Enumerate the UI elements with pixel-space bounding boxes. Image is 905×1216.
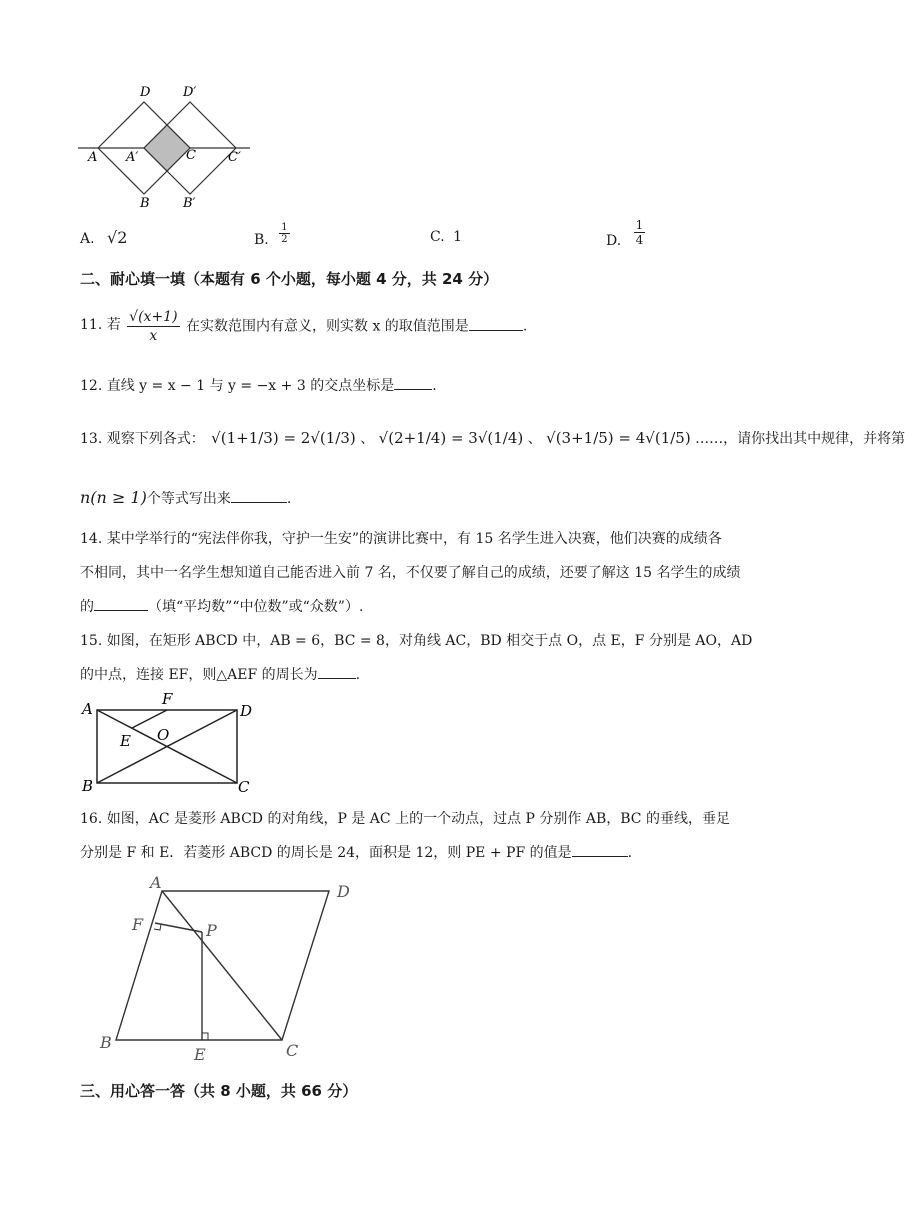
right-angle-f [154,924,161,930]
option-d-den: 4 [635,233,644,247]
label-O: O [157,726,170,744]
q16-text: 分别是 F 和 E．若菱形 ABCD 的周长是 24，面积是 12，则 PE + PF 的值是 [80,845,572,861]
right-angle-e [202,1033,208,1040]
option-d [606,218,645,247]
option-b-den: 2 [281,234,288,245]
q12-answer-blank[interactable] [394,375,432,390]
q13-equation-1: √(1+1/3) = 2√(1/3) [211,429,356,447]
option-a [80,228,127,247]
option-c [430,229,462,245]
question-13 [80,428,905,448]
label-A1: A′ [126,150,139,165]
q15-text: 的中点，连接 EF，则△AEF 的周长为 [80,667,318,683]
option-c-label: C. [430,229,445,245]
q13-line2-text: 个等式写出来 [146,491,231,507]
option-a-label: A. [80,231,95,247]
option-b-label: B. [254,231,269,248]
q13-separator-1: 、 [360,431,375,447]
q16-answer-blank[interactable] [572,842,628,857]
label-A: A [88,150,98,165]
question-14-line-3 [80,596,363,616]
section-2-title: 二、耐心填一填（本题有 6 个小题，每小题 4 分，共 24 分） [80,270,499,288]
label-D: D [240,702,253,720]
q13-n-condition: n(n ≥ 1) [80,488,147,507]
label-C: C [286,1041,299,1060]
q14-answer-blank[interactable] [94,596,148,611]
q11-answer-blank[interactable] [469,316,523,331]
label-E: E [120,732,131,750]
option-d-num: 1 [635,218,644,232]
question-15-line-1: 15. 如图，在矩形 ABCD 中，AB = 6，BC = 8，对角线 AC，BD 相交于点 O，点 E，F 分别是 AO，AD [80,633,753,649]
q13-end: . [286,491,292,507]
label-A: A [82,700,93,718]
label-B: B [100,1033,112,1052]
perpendicular-pf [155,923,202,932]
question-14-line-2: 不相同，其中一名学生想知道自己能否进入前 7 名，不仅要了解自己的成绩，还要了解这 15 名学生的成绩 [80,565,741,581]
label-E: E [194,1045,206,1064]
q11-end: . [522,318,528,335]
question-12 [80,375,437,395]
q13-tail: ……，请你找出其中规律，并将第 [695,431,905,447]
q13-intro: 13. 观察下列各式： [80,431,205,447]
label-B: B [82,777,94,795]
option-b [254,222,290,248]
option-a-value: √2 [107,228,128,247]
figure-q10 [70,80,270,210]
option-d-fraction [634,218,646,247]
label-C1: C′ [228,150,241,165]
q11-text: 在实数范围内有意义，则实数 x 的取值范围是 [186,318,469,335]
label-B1: B′ [183,196,196,211]
q14-hint: （填“平均数”“中位数”或“众数”）. [148,599,364,615]
question-13-line-2 [80,488,291,508]
question-16-line-1: 16. 如图，AC 是菱形 ABCD 的对角线，P 是 AC 上的一个动点，过点 P 分别作 AB，BC 的垂线，垂足 [80,811,730,827]
q13-equation-2: √(2+1/4) = 3√(1/4) [378,429,524,447]
label-F: F [132,915,144,934]
figure-q16 [94,872,364,1064]
question-14-line-1: 14. 某中学举行的“宪法伴你我，守护一生安”的演讲比赛中，有 15 名学生进入决赛，他们决赛的成绩各 [80,531,722,547]
q13-equation-3: √(3+1/5) = 4√(1/5) [546,429,691,447]
label-C: C [186,148,196,163]
option-c-value: 1 [453,229,463,245]
q12-text: 12. 直线 y = x − 1 与 y = −x + 3 的交点坐标是 [80,378,395,394]
q11-prefix: 11. 若 [80,316,121,333]
label-B: B [140,196,150,211]
label-C: C [238,778,250,796]
question-15-line-2 [80,664,360,684]
figure-q15 [76,688,266,798]
q13-separator-2: 、 [527,431,542,447]
diagonal-ac [162,891,282,1040]
q11-denominator: x [149,328,158,344]
option-b-fraction [279,222,289,245]
label-F: F [162,690,173,708]
q14-prefix: 的 [80,599,94,615]
overlap-shaded [144,125,190,171]
q12-end: . [432,378,437,394]
q11-fraction [127,308,179,345]
q15-end: . [355,667,361,683]
label-D: D [337,882,350,901]
q16-end: . [627,845,633,861]
label-D: D [140,85,151,100]
label-P: P [206,921,217,940]
question-11 [80,308,527,345]
q15-answer-blank[interactable] [318,664,356,679]
label-D1: D′ [183,85,197,100]
section-3-title: 三、用心答一答（共 8 小题，共 66 分） [80,1082,358,1100]
q11-numerator: √(x+1) [129,309,178,325]
option-d-label: D. [606,232,622,249]
q13-answer-blank[interactable] [231,488,287,503]
option-b-num: 1 [281,222,288,233]
question-16-line-2 [80,842,632,862]
label-A: A [150,873,162,892]
